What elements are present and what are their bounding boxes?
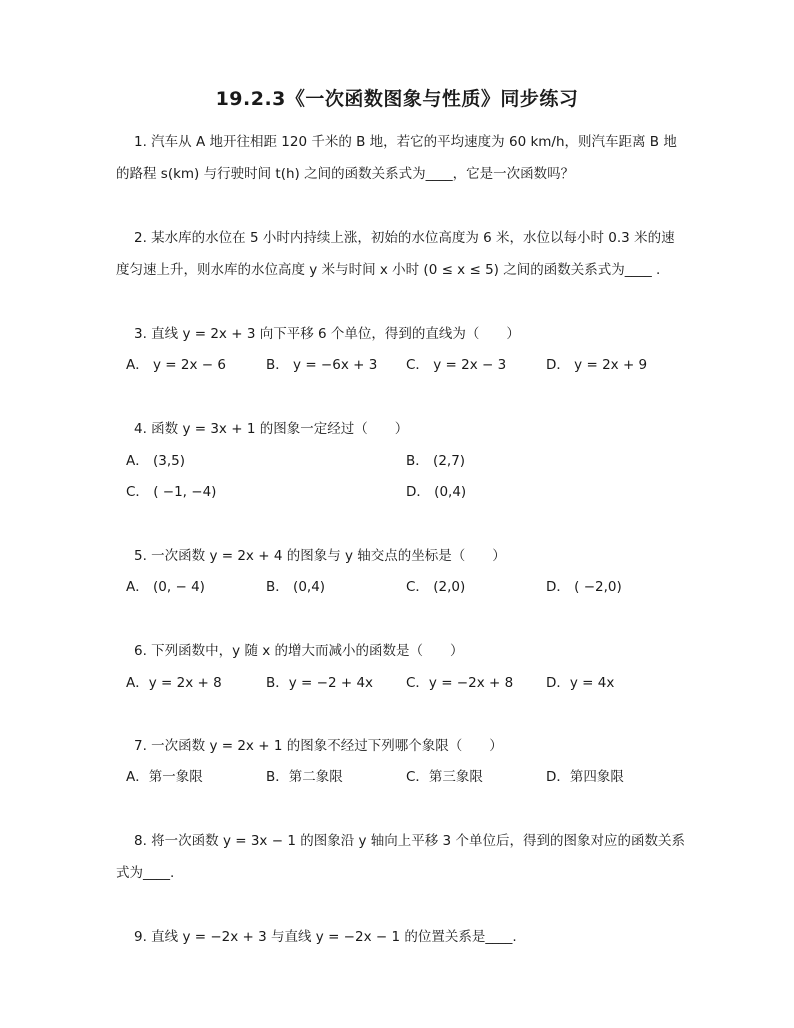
question-6-stem: 6. 下列函数中，y 随 x 的增大而减小的函数是（ ）: [134, 643, 464, 659]
question-7-option-d: D．第四象限: [546, 769, 624, 785]
question-6-option-a: A．y = 2x + 8: [126, 675, 222, 691]
question-7-stem: 7. 一次函数 y = 2x + 1 的图象不经过下列哪个象限（ ）: [134, 738, 503, 754]
question-4-stem: 4. 函数 y = 3x + 1 的图象一定经过（ ）: [134, 421, 409, 437]
question-5-option-b: B． (0,4): [266, 579, 326, 595]
question-4-option-a: A． (3,5): [126, 453, 186, 469]
question-7-option-a: A．第一象限: [126, 769, 203, 785]
question-3-option-a: A． y = 2x − 6: [126, 357, 226, 373]
question-3-option-b: B． y = −6x + 3: [266, 357, 378, 373]
question-2-line-1: 2. 某水库的水位在 5 小时内持续上涨，初始的水位高度为 6 米，水位以每小时 0.3 米的速: [134, 230, 675, 246]
question-7-option-c: C．第三象限: [406, 769, 483, 785]
question-5-option-c: C． (2,0): [406, 579, 466, 595]
question-9-stem: 9. 直线 y = −2x + 3 与直线 y = −2x − 1 的位置关系是____.: [134, 929, 517, 945]
question-5-option-d: D． ( −2,0): [546, 579, 622, 595]
question-4-option-d: D． (0,4): [406, 484, 467, 500]
question-3-option-d: D． y = 2x + 9: [546, 357, 648, 373]
question-6-option-c: C．y = −2x + 8: [406, 675, 514, 691]
question-4-option-b: B． (2,7): [406, 453, 466, 469]
question-6-option-b: B．y = −2 + 4x: [266, 675, 374, 691]
question-3-stem: 3. 直线 y = 2x + 3 向下平移 6 个单位，得到的直线为（ ）: [134, 326, 520, 342]
question-2-line-2: 度匀速上升，则水库的水位高度 y 米与时间 x 小时 (0 ≤ x ≤ 5) 之间的函数关系式为____ .: [116, 262, 661, 278]
question-1-line-2: 的路程 s(km) 与行驶时间 t(h) 之间的函数关系式为____，它是一次函数吗？: [116, 166, 575, 182]
question-7-option-b: B．第二象限: [266, 769, 343, 785]
question-4-option-c: C． ( −1, −4): [126, 484, 217, 500]
question-8-line-2: 式为____.: [116, 865, 175, 881]
question-3-option-c: C． y = 2x − 3: [406, 357, 507, 373]
question-1-line-1: 1. 汽车从 A 地开往相距 120 千米的 B 地，若它的平均速度为 60 km/h，则汽车距离 B 地: [134, 134, 677, 150]
question-5-stem: 5. 一次函数 y = 2x + 4 的图象与 y 轴交点的坐标是（ ）: [134, 548, 506, 564]
question-5-option-a: A． (0, − 4): [126, 579, 205, 595]
question-6-option-d: D．y = 4x: [546, 675, 615, 691]
page-title: 19.2.3《一次函数图象与性质》同步练习: [215, 88, 579, 110]
question-8-line-1: 8. 将一次函数 y = 3x − 1 的图象沿 y 轴向上平移 3 个单位后，得到的图象对应的函数关系: [134, 833, 685, 849]
